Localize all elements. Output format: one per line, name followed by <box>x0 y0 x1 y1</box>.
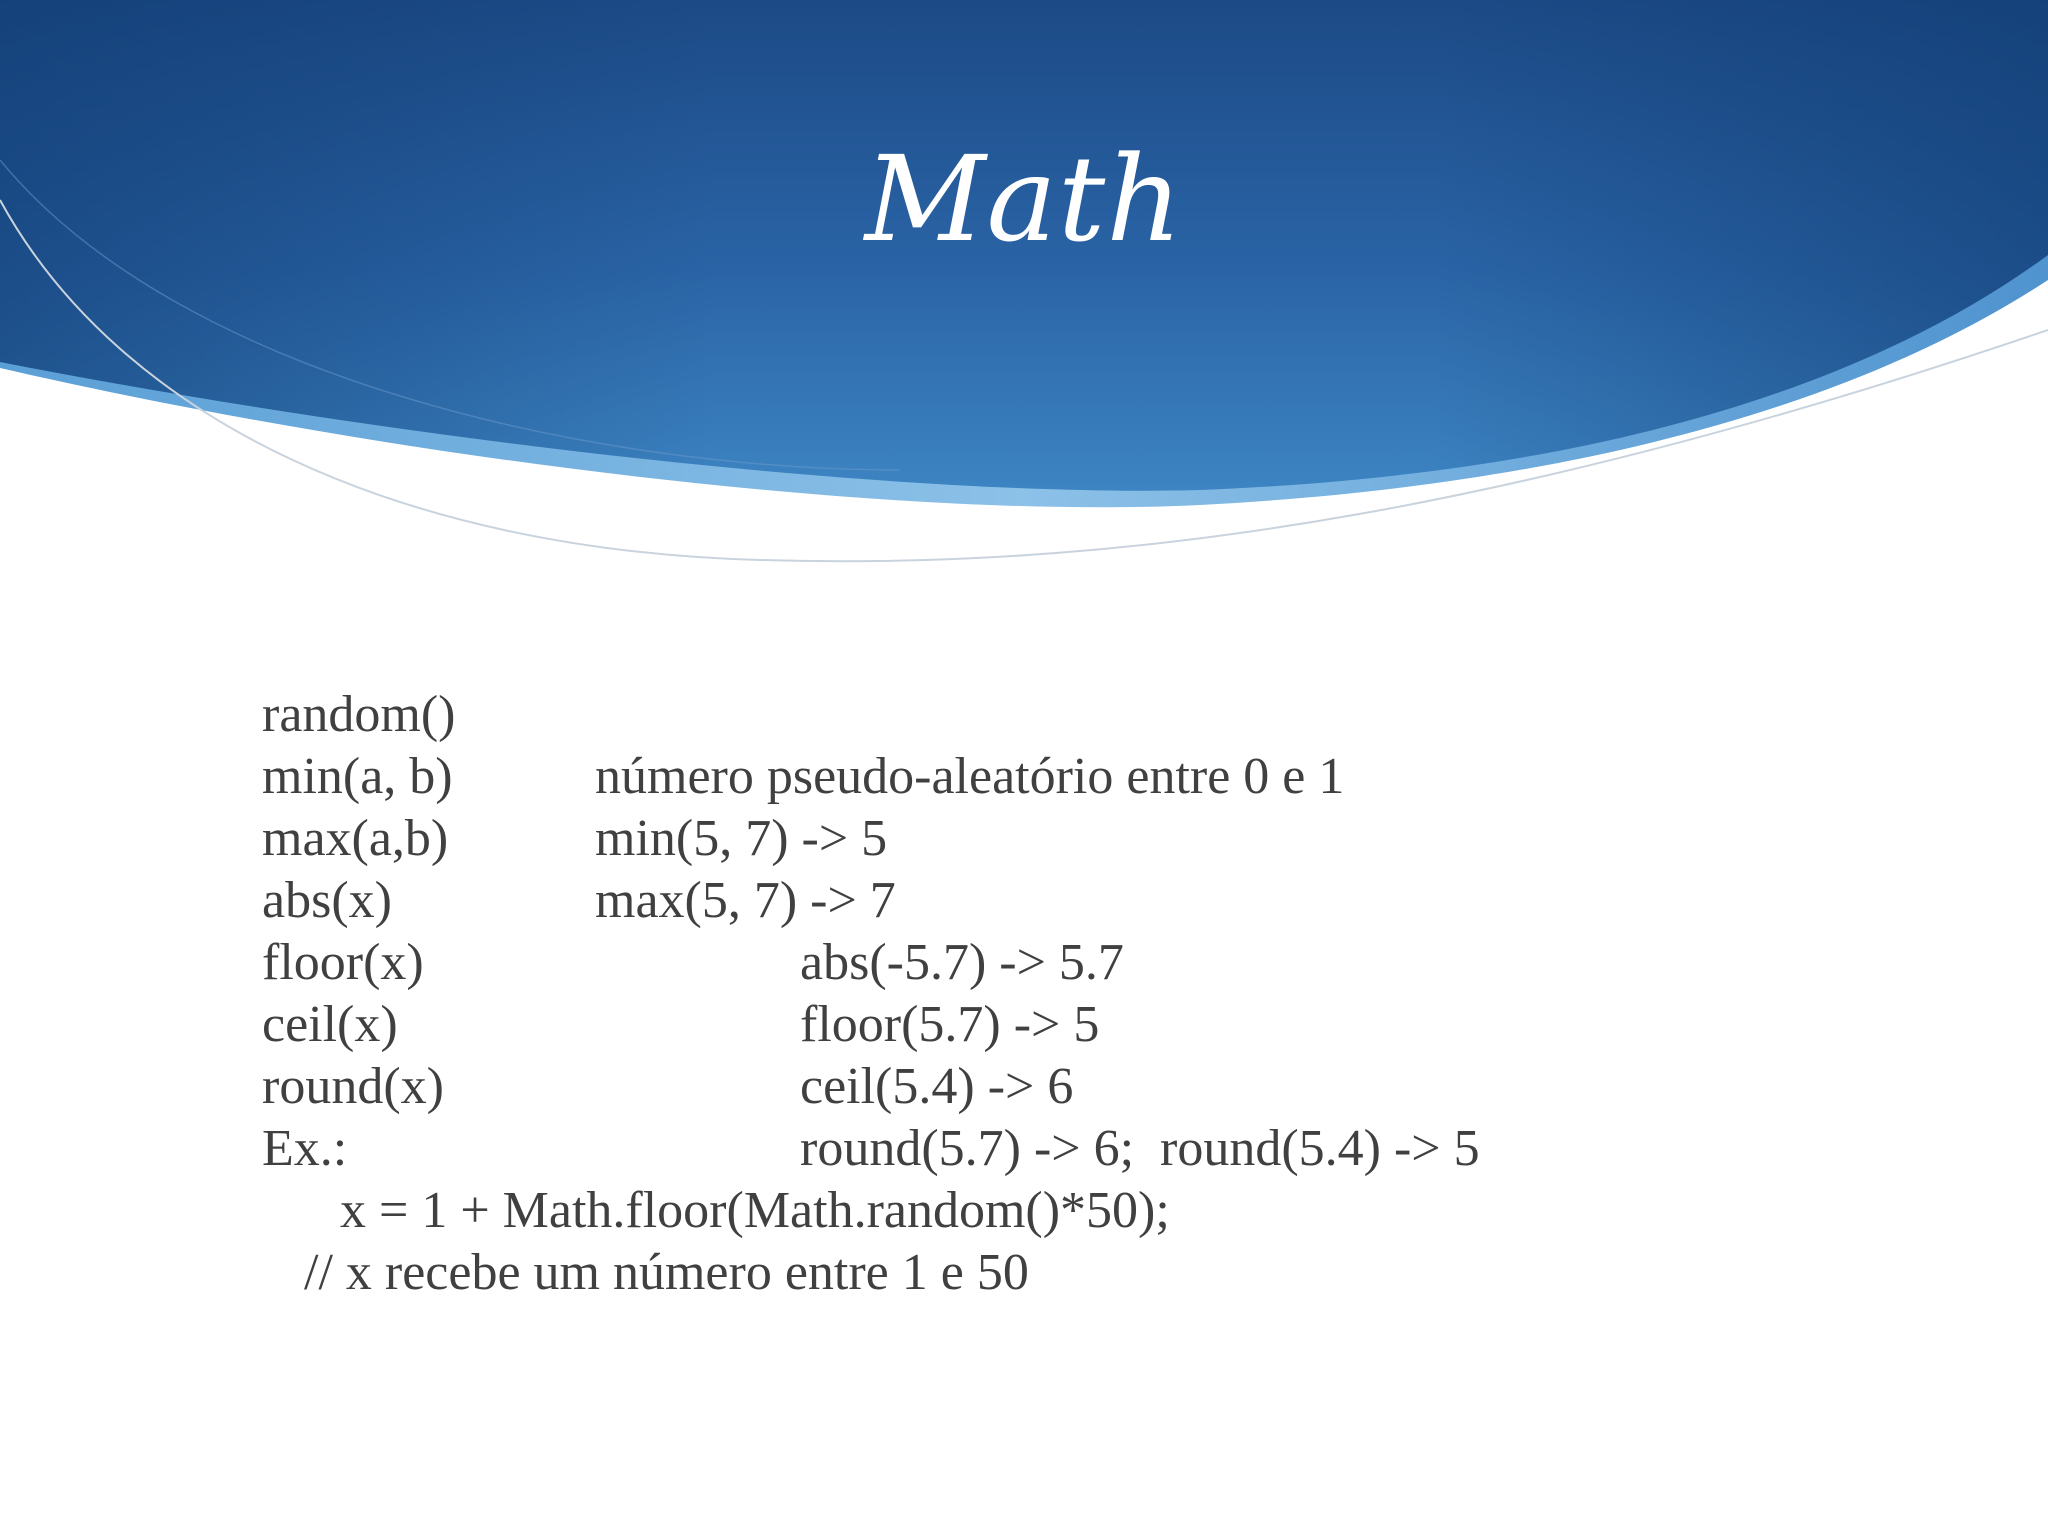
function-name: round(x) <box>262 1058 444 1115</box>
example-code: x = 1 + Math.floor(Math.random()*50); <box>340 1182 1170 1239</box>
function-name: max(a,b) <box>262 810 449 867</box>
function-description: round(5.7) -> 6; round(5.4) -> 5 <box>800 1120 1480 1177</box>
function-name: random() <box>262 686 456 743</box>
function-description: ceil(5.4) -> 6 <box>800 1058 1074 1115</box>
function-name: min(a, b) <box>262 748 453 805</box>
function-description: floor(5.7) -> 5 <box>800 996 1100 1053</box>
function-name: ceil(x) <box>262 996 398 1053</box>
function-description: abs(-5.7) -> 5.7 <box>800 934 1124 991</box>
function-description: max(5, 7) -> 7 <box>595 872 896 929</box>
function-name: abs(x) <box>262 872 392 929</box>
function-name: floor(x) <box>262 934 424 991</box>
example-comment: // x recebe um número entre 1 e 50 <box>304 1244 1029 1301</box>
content-body <box>262 622 1480 1304</box>
function-description: min(5, 7) -> 5 <box>595 810 888 867</box>
slide-title: Math <box>864 130 1184 268</box>
header-wave-background <box>0 0 2048 600</box>
example-label: Ex.: <box>262 1120 348 1177</box>
function-description: número pseudo-aleatório entre 0 e 1 <box>595 748 1345 805</box>
